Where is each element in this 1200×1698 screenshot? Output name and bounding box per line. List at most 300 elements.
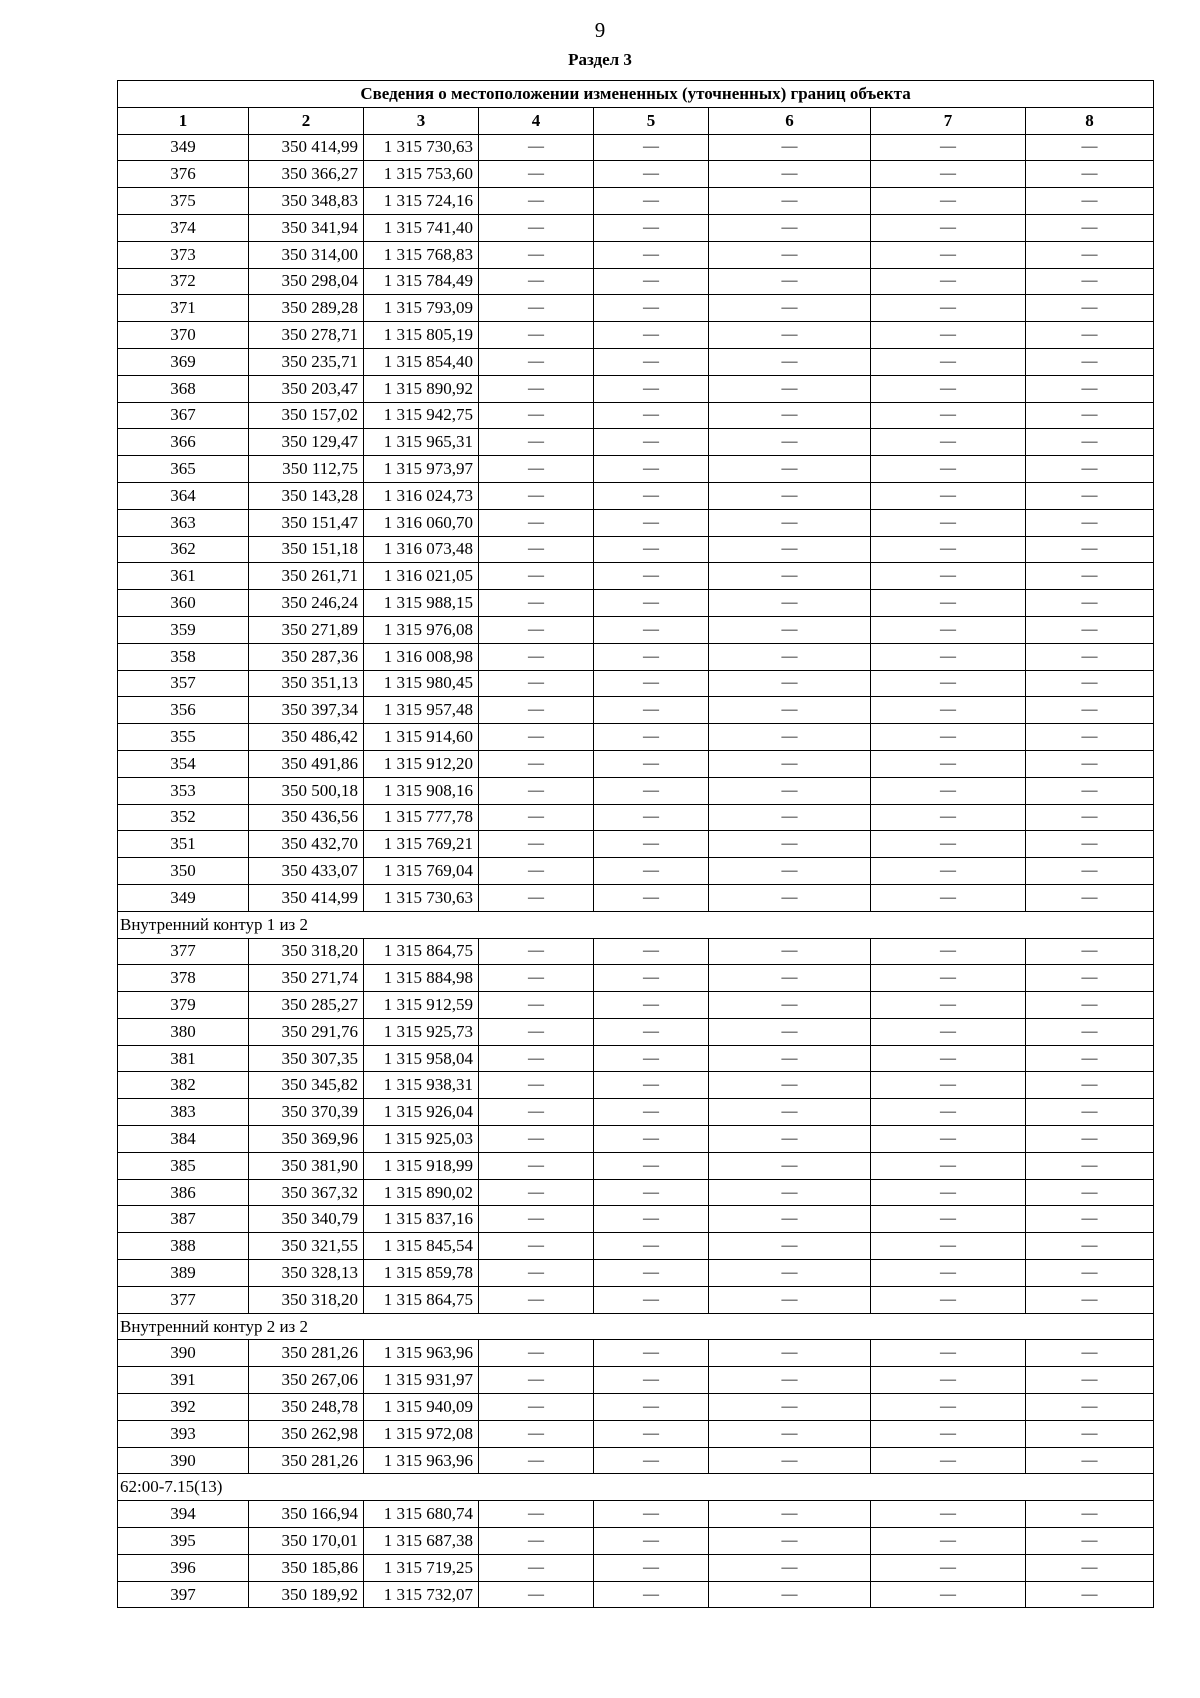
x-coordinate-cell: 350 318,20: [249, 1286, 364, 1313]
point-number-cell: 382: [118, 1072, 249, 1099]
empty-value-cell: —: [871, 482, 1026, 509]
empty-value-cell: —: [871, 777, 1026, 804]
x-coordinate-cell: 350 307,35: [249, 1045, 364, 1072]
y-coordinate-cell: 1 315 908,16: [364, 777, 479, 804]
point-number-cell: 390: [118, 1447, 249, 1474]
empty-value-cell: —: [479, 322, 594, 349]
point-number-cell: 379: [118, 992, 249, 1019]
empty-value-cell: —: [479, 241, 594, 268]
empty-value-cell: —: [709, 777, 871, 804]
empty-value-cell: —: [1026, 188, 1154, 215]
x-coordinate-cell: 350 291,76: [249, 1018, 364, 1045]
empty-value-cell: —: [479, 831, 594, 858]
empty-value-cell: —: [871, 456, 1026, 483]
y-coordinate-cell: 1 315 719,25: [364, 1554, 479, 1581]
empty-value-cell: —: [709, 402, 871, 429]
x-coordinate-cell: 350 298,04: [249, 268, 364, 295]
empty-value-cell: —: [709, 563, 871, 590]
y-coordinate-cell: 1 315 805,19: [364, 322, 479, 349]
x-coordinate-cell: 350 414,99: [249, 134, 364, 161]
empty-value-cell: —: [1026, 1099, 1154, 1126]
point-number-cell: 362: [118, 536, 249, 563]
empty-value-cell: —: [1026, 1179, 1154, 1206]
empty-value-cell: —: [709, 375, 871, 402]
empty-value-cell: —: [871, 563, 1026, 590]
table-row: [118, 1126, 1154, 1153]
empty-value-cell: —: [479, 348, 594, 375]
point-number-cell: 366: [118, 429, 249, 456]
point-number-cell: 394: [118, 1501, 249, 1528]
y-coordinate-cell: 1 316 008,98: [364, 643, 479, 670]
x-coordinate-cell: 350 287,36: [249, 643, 364, 670]
empty-value-cell: —: [1026, 268, 1154, 295]
point-number-cell: 358: [118, 643, 249, 670]
empty-value-cell: —: [1026, 670, 1154, 697]
empty-value-cell: —: [1026, 456, 1154, 483]
empty-value-cell: —: [594, 375, 709, 402]
x-coordinate-cell: 350 345,82: [249, 1072, 364, 1099]
x-coordinate-cell: 350 271,74: [249, 965, 364, 992]
table-row: [118, 670, 1154, 697]
table-caption-row: [118, 81, 1154, 108]
empty-value-cell: —: [871, 965, 1026, 992]
empty-value-cell: —: [1026, 1233, 1154, 1260]
empty-value-cell: —: [479, 1018, 594, 1045]
point-number-cell: 374: [118, 214, 249, 241]
empty-value-cell: —: [594, 884, 709, 911]
table-row: [118, 268, 1154, 295]
empty-value-cell: —: [709, 214, 871, 241]
table-row: [118, 1018, 1154, 1045]
empty-value-cell: —: [1026, 616, 1154, 643]
point-number-cell: 378: [118, 965, 249, 992]
point-number-cell: 383: [118, 1099, 249, 1126]
point-number-cell: 368: [118, 375, 249, 402]
table-row: [118, 1099, 1154, 1126]
point-number-cell: 377: [118, 938, 249, 965]
empty-value-cell: —: [709, 241, 871, 268]
column-number: 2: [249, 107, 364, 134]
y-coordinate-cell: 1 315 732,07: [364, 1581, 479, 1608]
x-coordinate-cell: 350 246,24: [249, 590, 364, 617]
y-coordinate-cell: 1 315 963,96: [364, 1340, 479, 1367]
empty-value-cell: —: [871, 1126, 1026, 1153]
empty-value-cell: —: [871, 858, 1026, 885]
page-number: 9: [594, 18, 606, 42]
point-number-cell: 357: [118, 670, 249, 697]
empty-value-cell: —: [871, 1581, 1026, 1608]
point-number-cell: 352: [118, 804, 249, 831]
empty-value-cell: —: [1026, 536, 1154, 563]
empty-value-cell: —: [709, 1099, 871, 1126]
point-number-cell: 363: [118, 509, 249, 536]
empty-value-cell: —: [594, 1045, 709, 1072]
y-coordinate-cell: 1 315 680,74: [364, 1501, 479, 1528]
empty-value-cell: —: [594, 456, 709, 483]
empty-value-cell: —: [479, 938, 594, 965]
column-number: 3: [364, 107, 479, 134]
x-coordinate-cell: 350 321,55: [249, 1233, 364, 1260]
empty-value-cell: —: [709, 1340, 871, 1367]
empty-value-cell: —: [709, 188, 871, 215]
empty-value-cell: —: [479, 1581, 594, 1608]
x-coordinate-cell: 350 166,94: [249, 1501, 364, 1528]
y-coordinate-cell: 1 315 925,03: [364, 1126, 479, 1153]
y-coordinate-cell: 1 315 965,31: [364, 429, 479, 456]
empty-value-cell: —: [709, 1233, 871, 1260]
x-coordinate-cell: 350 500,18: [249, 777, 364, 804]
empty-value-cell: —: [1026, 1420, 1154, 1447]
x-coordinate-cell: 350 278,71: [249, 322, 364, 349]
x-coordinate-cell: 350 432,70: [249, 831, 364, 858]
y-coordinate-cell: 1 315 769,04: [364, 858, 479, 885]
empty-value-cell: —: [871, 1099, 1026, 1126]
point-number-cell: 384: [118, 1126, 249, 1153]
empty-value-cell: —: [479, 1233, 594, 1260]
empty-value-cell: —: [479, 1420, 594, 1447]
empty-value-cell: —: [709, 858, 871, 885]
empty-value-cell: —: [594, 295, 709, 322]
contour-section-label: Внутренний контур 2 из 2: [118, 1313, 1154, 1340]
empty-value-cell: —: [594, 777, 709, 804]
empty-value-cell: —: [594, 1367, 709, 1394]
table-row: [118, 134, 1154, 161]
empty-value-cell: —: [594, 965, 709, 992]
y-coordinate-cell: 1 315 958,04: [364, 1045, 479, 1072]
y-coordinate-cell: 1 315 973,97: [364, 456, 479, 483]
table-row: [118, 804, 1154, 831]
x-coordinate-cell: 350 189,92: [249, 1581, 364, 1608]
x-coordinate-cell: 350 369,96: [249, 1126, 364, 1153]
empty-value-cell: —: [1026, 348, 1154, 375]
point-number-cell: 391: [118, 1367, 249, 1394]
empty-value-cell: —: [871, 670, 1026, 697]
empty-value-cell: —: [871, 1554, 1026, 1581]
empty-value-cell: —: [594, 268, 709, 295]
empty-value-cell: —: [871, 1072, 1026, 1099]
empty-value-cell: —: [871, 1179, 1026, 1206]
empty-value-cell: —: [871, 590, 1026, 617]
y-coordinate-cell: 1 315 687,38: [364, 1528, 479, 1555]
empty-value-cell: —: [594, 1018, 709, 1045]
empty-value-cell: —: [594, 134, 709, 161]
x-coordinate-cell: 350 129,47: [249, 429, 364, 456]
x-coordinate-cell: 350 491,86: [249, 750, 364, 777]
empty-value-cell: —: [709, 590, 871, 617]
y-coordinate-cell: 1 315 793,09: [364, 295, 479, 322]
y-coordinate-cell: 1 315 730,63: [364, 884, 479, 911]
empty-value-cell: —: [709, 1501, 871, 1528]
empty-value-cell: —: [1026, 429, 1154, 456]
empty-value-cell: —: [1026, 724, 1154, 751]
empty-value-cell: —: [594, 1340, 709, 1367]
empty-value-cell: —: [479, 804, 594, 831]
empty-value-cell: —: [479, 1126, 594, 1153]
empty-value-cell: —: [594, 1286, 709, 1313]
empty-value-cell: —: [479, 429, 594, 456]
y-coordinate-cell: 1 315 938,31: [364, 1072, 479, 1099]
empty-value-cell: —: [594, 509, 709, 536]
y-coordinate-cell: 1 315 912,59: [364, 992, 479, 1019]
empty-value-cell: —: [479, 214, 594, 241]
y-coordinate-cell: 1 315 918,99: [364, 1152, 479, 1179]
table-row: [118, 590, 1154, 617]
empty-value-cell: —: [479, 724, 594, 751]
x-coordinate-cell: 350 262,98: [249, 1420, 364, 1447]
empty-value-cell: —: [871, 161, 1026, 188]
empty-value-cell: —: [709, 134, 871, 161]
empty-value-cell: —: [1026, 214, 1154, 241]
y-coordinate-cell: 1 315 914,60: [364, 724, 479, 751]
empty-value-cell: —: [479, 134, 594, 161]
empty-value-cell: —: [479, 992, 594, 1019]
empty-value-cell: —: [1026, 161, 1154, 188]
x-coordinate-cell: 350 143,28: [249, 482, 364, 509]
table-row: [118, 777, 1154, 804]
empty-value-cell: —: [871, 134, 1026, 161]
empty-value-cell: —: [594, 348, 709, 375]
y-coordinate-cell: 1 315 768,83: [364, 241, 479, 268]
point-number-cell: 393: [118, 1420, 249, 1447]
empty-value-cell: —: [709, 1045, 871, 1072]
x-coordinate-cell: 350 433,07: [249, 858, 364, 885]
empty-value-cell: —: [594, 1501, 709, 1528]
contour-section-row: [118, 1313, 1154, 1340]
column-number: 5: [594, 107, 709, 134]
empty-value-cell: —: [871, 643, 1026, 670]
empty-value-cell: —: [1026, 1206, 1154, 1233]
empty-value-cell: —: [709, 1581, 871, 1608]
empty-value-cell: —: [479, 1286, 594, 1313]
table-row: [118, 1581, 1154, 1608]
table-row: [118, 214, 1154, 241]
table-row: [118, 1072, 1154, 1099]
empty-value-cell: —: [709, 509, 871, 536]
empty-value-cell: —: [479, 777, 594, 804]
y-coordinate-cell: 1 316 021,05: [364, 563, 479, 590]
empty-value-cell: —: [709, 1206, 871, 1233]
empty-value-cell: —: [479, 375, 594, 402]
table-row: [118, 884, 1154, 911]
empty-value-cell: —: [1026, 1126, 1154, 1153]
x-coordinate-cell: 350 261,71: [249, 563, 364, 590]
table-row: [118, 482, 1154, 509]
table-row: [118, 1340, 1154, 1367]
empty-value-cell: —: [594, 858, 709, 885]
table-row: [118, 1260, 1154, 1287]
point-number-cell: 397: [118, 1581, 249, 1608]
empty-value-cell: —: [1026, 1045, 1154, 1072]
empty-value-cell: —: [594, 1126, 709, 1153]
empty-value-cell: —: [871, 1233, 1026, 1260]
empty-value-cell: —: [709, 1554, 871, 1581]
empty-value-cell: —: [1026, 1018, 1154, 1045]
table-row: [118, 348, 1154, 375]
table-row: [118, 724, 1154, 751]
x-coordinate-cell: 350 351,13: [249, 670, 364, 697]
empty-value-cell: —: [479, 1206, 594, 1233]
point-number-cell: 350: [118, 858, 249, 885]
empty-value-cell: —: [709, 348, 871, 375]
y-coordinate-cell: 1 315 730,63: [364, 134, 479, 161]
empty-value-cell: —: [709, 295, 871, 322]
empty-value-cell: —: [709, 429, 871, 456]
table-row: [118, 563, 1154, 590]
empty-value-cell: —: [1026, 1072, 1154, 1099]
y-coordinate-cell: 1 315 769,21: [364, 831, 479, 858]
empty-value-cell: —: [871, 884, 1026, 911]
empty-value-cell: —: [1026, 750, 1154, 777]
x-coordinate-cell: 350 151,47: [249, 509, 364, 536]
empty-value-cell: —: [479, 536, 594, 563]
empty-value-cell: —: [709, 1286, 871, 1313]
table-row: [118, 241, 1154, 268]
empty-value-cell: —: [594, 804, 709, 831]
empty-value-cell: —: [594, 750, 709, 777]
point-number-cell: 377: [118, 1286, 249, 1313]
empty-value-cell: —: [594, 1233, 709, 1260]
empty-value-cell: —: [594, 938, 709, 965]
x-coordinate-cell: 350 367,32: [249, 1179, 364, 1206]
empty-value-cell: —: [871, 804, 1026, 831]
empty-value-cell: —: [1026, 402, 1154, 429]
empty-value-cell: —: [709, 643, 871, 670]
point-number-cell: 353: [118, 777, 249, 804]
empty-value-cell: —: [709, 161, 871, 188]
table-row: [118, 831, 1154, 858]
table-row: [118, 858, 1154, 885]
empty-value-cell: —: [1026, 1554, 1154, 1581]
empty-value-cell: —: [709, 1126, 871, 1153]
table-row: [118, 188, 1154, 215]
empty-value-cell: —: [709, 1260, 871, 1287]
empty-value-cell: —: [479, 563, 594, 590]
empty-value-cell: —: [594, 241, 709, 268]
table-row: [118, 938, 1154, 965]
x-coordinate-cell: 350 366,27: [249, 161, 364, 188]
empty-value-cell: —: [479, 697, 594, 724]
empty-value-cell: —: [479, 161, 594, 188]
point-number-cell: 367: [118, 402, 249, 429]
empty-value-cell: —: [594, 402, 709, 429]
y-coordinate-cell: 1 315 942,75: [364, 402, 479, 429]
table-row: [118, 1528, 1154, 1555]
empty-value-cell: —: [1026, 643, 1154, 670]
empty-value-cell: —: [594, 992, 709, 1019]
x-coordinate-cell: 350 185,86: [249, 1554, 364, 1581]
x-coordinate-cell: 350 328,13: [249, 1260, 364, 1287]
x-coordinate-cell: 350 281,26: [249, 1340, 364, 1367]
empty-value-cell: —: [1026, 1394, 1154, 1421]
column-number: 4: [479, 107, 594, 134]
table-row: [118, 965, 1154, 992]
point-number-cell: 392: [118, 1394, 249, 1421]
point-number-cell: 385: [118, 1152, 249, 1179]
empty-value-cell: —: [709, 884, 871, 911]
empty-value-cell: —: [1026, 1367, 1154, 1394]
y-coordinate-cell: 1 315 940,09: [364, 1394, 479, 1421]
point-number-cell: 372: [118, 268, 249, 295]
empty-value-cell: —: [479, 616, 594, 643]
point-number-cell: 375: [118, 188, 249, 215]
boundary-coordinates-table: [117, 80, 1154, 1608]
y-coordinate-cell: 1 315 837,16: [364, 1206, 479, 1233]
empty-value-cell: —: [871, 697, 1026, 724]
y-coordinate-cell: 1 315 859,78: [364, 1260, 479, 1287]
point-number-cell: 349: [118, 134, 249, 161]
empty-value-cell: —: [594, 161, 709, 188]
table-row: [118, 509, 1154, 536]
empty-value-cell: —: [709, 1072, 871, 1099]
empty-value-cell: —: [479, 402, 594, 429]
y-coordinate-cell: 1 315 724,16: [364, 188, 479, 215]
x-coordinate-cell: 350 318,20: [249, 938, 364, 965]
empty-value-cell: —: [1026, 777, 1154, 804]
table-row: [118, 161, 1154, 188]
point-number-cell: 369: [118, 348, 249, 375]
empty-value-cell: —: [709, 724, 871, 751]
empty-value-cell: —: [479, 670, 594, 697]
x-coordinate-cell: 350 112,75: [249, 456, 364, 483]
empty-value-cell: —: [871, 536, 1026, 563]
y-coordinate-cell: 1 315 957,48: [364, 697, 479, 724]
x-coordinate-cell: 350 281,26: [249, 1447, 364, 1474]
table-row: [118, 1367, 1154, 1394]
empty-value-cell: —: [709, 992, 871, 1019]
point-number-cell: 355: [118, 724, 249, 751]
empty-value-cell: —: [479, 965, 594, 992]
empty-value-cell: —: [594, 1581, 709, 1608]
empty-value-cell: —: [479, 750, 594, 777]
empty-value-cell: —: [1026, 322, 1154, 349]
y-coordinate-cell: 1 315 972,08: [364, 1420, 479, 1447]
empty-value-cell: —: [594, 1260, 709, 1287]
empty-value-cell: —: [479, 1152, 594, 1179]
table-body: [118, 81, 1154, 1608]
x-coordinate-cell: 350 397,34: [249, 697, 364, 724]
empty-value-cell: —: [479, 1501, 594, 1528]
point-number-cell: 349: [118, 884, 249, 911]
empty-value-cell: —: [871, 295, 1026, 322]
empty-value-cell: —: [709, 268, 871, 295]
x-coordinate-cell: 350 203,47: [249, 375, 364, 402]
empty-value-cell: —: [594, 214, 709, 241]
empty-value-cell: —: [479, 1394, 594, 1421]
empty-value-cell: —: [479, 482, 594, 509]
y-coordinate-cell: 1 315 854,40: [364, 348, 479, 375]
empty-value-cell: —: [709, 616, 871, 643]
empty-value-cell: —: [1026, 804, 1154, 831]
empty-value-cell: —: [709, 697, 871, 724]
point-number-cell: 396: [118, 1554, 249, 1581]
empty-value-cell: —: [871, 1528, 1026, 1555]
x-coordinate-cell: 350 414,99: [249, 884, 364, 911]
empty-value-cell: —: [709, 670, 871, 697]
empty-value-cell: —: [479, 1528, 594, 1555]
empty-value-cell: —: [594, 643, 709, 670]
empty-value-cell: —: [594, 590, 709, 617]
empty-value-cell: —: [709, 322, 871, 349]
point-number-cell: 364: [118, 482, 249, 509]
table-row: [118, 992, 1154, 1019]
y-coordinate-cell: 1 315 784,49: [364, 268, 479, 295]
table-row: [118, 1420, 1154, 1447]
empty-value-cell: —: [871, 831, 1026, 858]
empty-value-cell: —: [1026, 884, 1154, 911]
y-coordinate-cell: 1 315 884,98: [364, 965, 479, 992]
empty-value-cell: —: [871, 938, 1026, 965]
empty-value-cell: —: [594, 1528, 709, 1555]
